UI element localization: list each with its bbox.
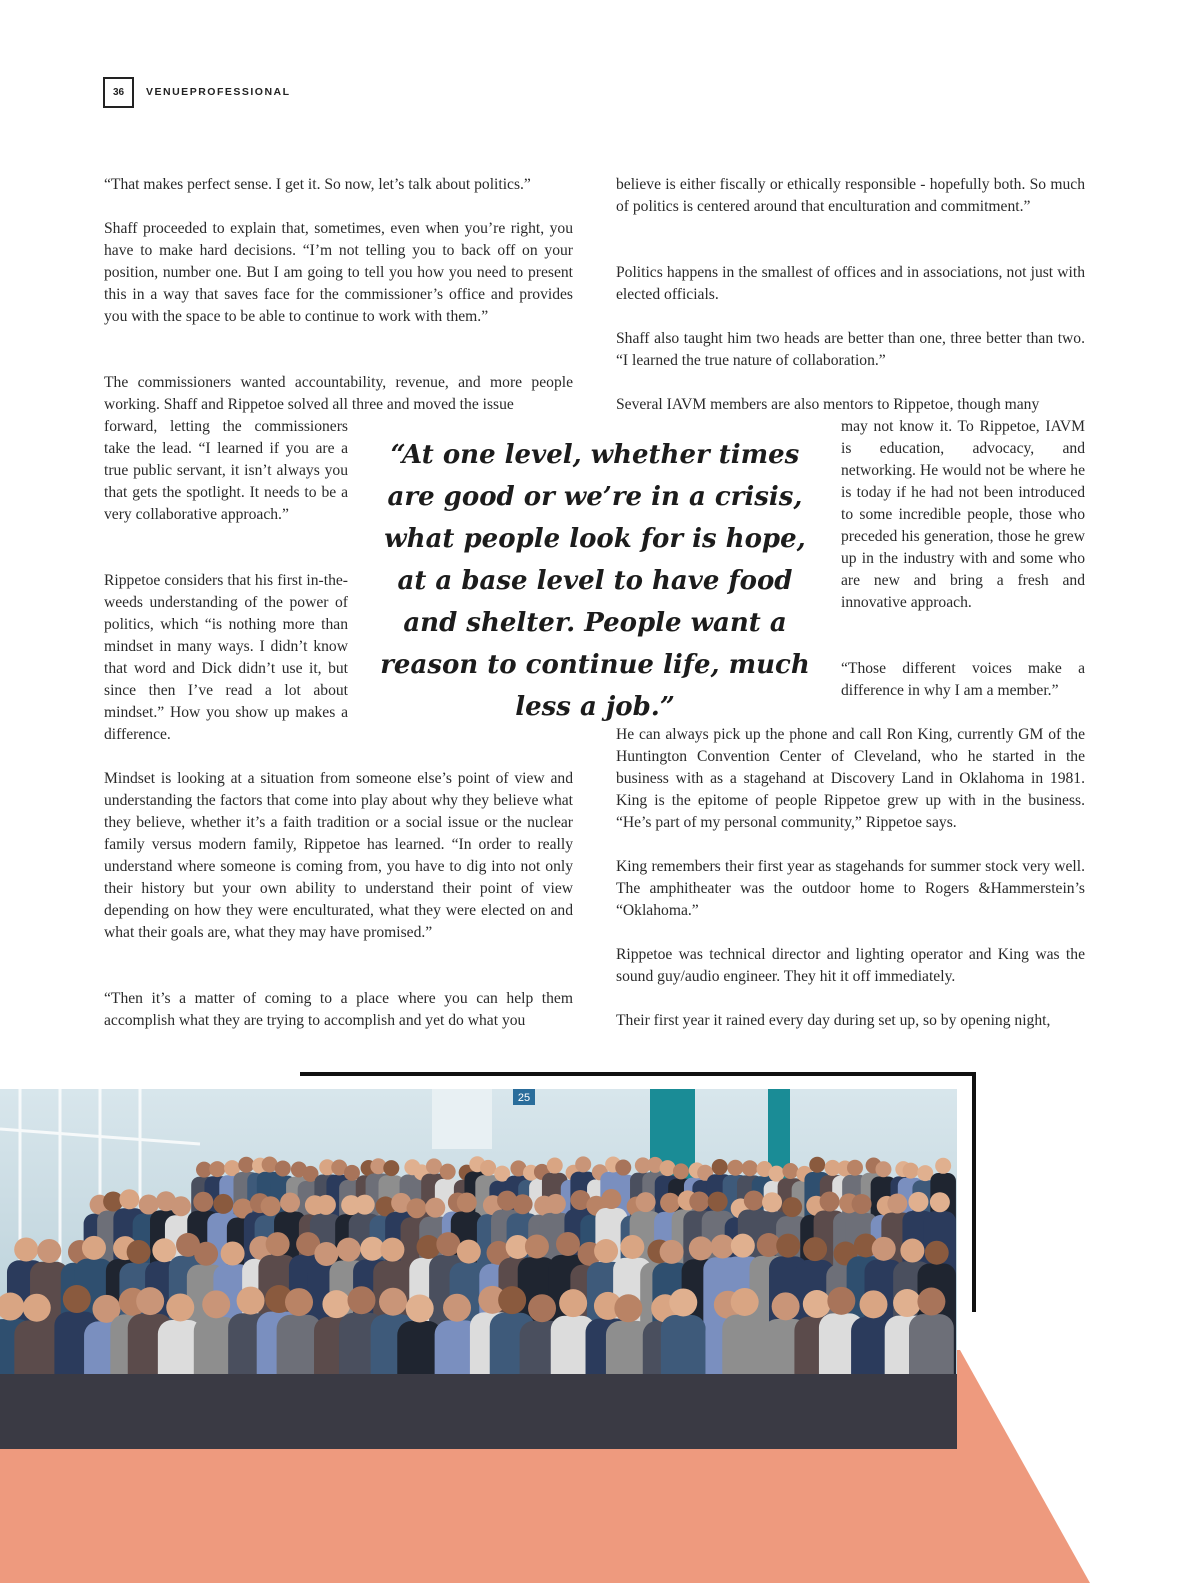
crowd-person-head <box>525 1234 549 1258</box>
page-header <box>103 75 291 109</box>
body-paragraph: The commissioners wanted accountability, revenue, and more people working. Shaff and Rippetoe solved all three and moved the issue <box>104 374 573 413</box>
photo-sign-number: 25 <box>517 1092 531 1104</box>
pull-quote: “At one level, whether times are good or we’re in a crisis, what people look for is hope, at a base level to have food and shelter. People want a reason to continue life, much less a job.” <box>380 440 810 722</box>
crowd-person-head <box>136 1287 164 1315</box>
crowd-person-head <box>379 1288 407 1316</box>
body-paragraph: may not know it. To Rippetoe, IAVM is education, advocacy, and networking. He would not be where he is today if he had not been introduced to some incredible people, those who preceded his generation, those he grew up in the industry with and some who are new and bring a fresh and innovative approach. <box>841 418 1085 611</box>
crowd-person-head <box>660 1240 684 1264</box>
crowd-person-head <box>559 1289 587 1317</box>
body-paragraph: Mindset is looking at a situation from someone else’s point of view and understanding the factors that come into play about why they believe what they believe, whether it’s a faith tradition or a social issue or the nuclear family versus modern family, Rippetoe has learned. “In order to really understand where someone is coming from, you have to dig into not only their history but your own ability to understand their point of view depending on how they were enculturated, what they were elected on and what their goals are, what they may have promised.” <box>104 770 573 941</box>
crowd-person-head <box>903 1163 919 1179</box>
body-paragraph: “That makes perfect sense. I get it. So now, let’s talk about politics.” <box>104 176 531 193</box>
crowd-person-head <box>23 1294 51 1322</box>
body-paragraph: Shaff also taught him two heads are better than one, three better than two. “I learned the true nature of collaboration.” <box>616 330 1085 369</box>
crowd-person-head <box>660 1193 680 1213</box>
crowd-person-head <box>355 1195 375 1215</box>
crowd-person-head <box>209 1161 225 1177</box>
crowd-person-head <box>425 1198 445 1218</box>
crowd-person-head <box>689 1191 709 1211</box>
crowd-person-head <box>917 1288 945 1316</box>
group-photo-illustration <box>0 1089 957 1449</box>
crowd-person-head <box>498 1286 526 1314</box>
crowd-person-head <box>406 1294 434 1322</box>
crowd-person-head <box>547 1158 563 1174</box>
body-paragraph: King remembers their first year as stagehands for summer stock very well. The amphitheater was the outdoor home to Rogers &Hammerstein’s “Oklahoma.” <box>616 858 1085 919</box>
crowd-person-head <box>809 1157 825 1173</box>
crowd-person-head <box>852 1194 872 1214</box>
crowd-person-head <box>689 1236 713 1260</box>
crowd-person-head <box>37 1239 61 1263</box>
crowd-person-head <box>660 1160 676 1176</box>
body-paragraph: believe is either fiscally or ethically responsible - hopefully both. So much of politics is centered around that enculturation and commitment.” <box>616 176 1085 215</box>
crowd-person-head <box>925 1241 949 1265</box>
crowd-person-head <box>594 1239 618 1263</box>
crowd-person-head <box>280 1193 300 1213</box>
body-paragraph: Their first year it rained every day during set up, so by opening night, <box>616 1012 1051 1029</box>
crowd-person-head <box>887 1194 907 1214</box>
group-photo <box>0 1089 957 1449</box>
crowd-person-head <box>712 1159 728 1175</box>
crowd-person-head <box>782 1197 802 1217</box>
crowd-person-head <box>380 1238 404 1262</box>
crowd-person-head <box>221 1241 245 1265</box>
crowd-person-head <box>119 1189 139 1209</box>
crowd-person-head <box>443 1294 471 1322</box>
crowd-person-head <box>859 1290 887 1318</box>
crowd-person-head <box>63 1285 91 1313</box>
crowd-person-head <box>347 1286 375 1314</box>
body-paragraph: Rippetoe considers that his first in-the-weeds understanding of the power of politics, which “is nothing more than mindset in many ways. I didn’t know that word and Dick didn’t use it, but since then I’ve read a lot about mindset.” How you show up makes a difference. <box>104 572 348 743</box>
crowd-person-head <box>457 1240 481 1264</box>
crowd-person-head <box>575 1156 591 1172</box>
crowd-person-head <box>407 1198 427 1218</box>
magazine-title-rest: PROFESSIONAL <box>189 86 291 98</box>
crowd-person-head <box>772 1292 800 1320</box>
crowd-person-head <box>383 1160 399 1176</box>
crowd-person-head <box>636 1192 656 1212</box>
crowd-person-head <box>669 1288 697 1316</box>
page-number: 36 <box>103 77 134 108</box>
body-paragraph: Shaff proceeded to explain that, sometimes, even when you’re right, you have to make hard decisions. “I’m not telling you to back off on your position, number one. But I am going to tell you how you need to present this in a way that saves face for the commissioner’s office and provides you with the space to be able to continue to work with them.” <box>104 220 573 325</box>
crowd-person-head <box>744 1190 764 1210</box>
crowd-person-head <box>900 1239 924 1263</box>
body-paragraph: “Then it’s a matter of coming to a place where you can help them accomplish what they are trying to accomplish and yet do what you <box>104 990 573 1029</box>
crowd-person-head <box>546 1194 566 1214</box>
crowd-person-head <box>480 1160 496 1176</box>
crowd-person-head <box>930 1192 950 1212</box>
crowd-person-head <box>194 1242 218 1266</box>
crowd-person-head <box>152 1238 176 1262</box>
body-paragraph: forward, letting the commissioners take the lead. “I learned if you are a true public servant, it isn’t always you that gets the spotlight. It needs to be a very collaborative approach.” <box>104 418 348 523</box>
crowd-person-head <box>776 1234 800 1258</box>
crowd-person-head <box>314 1242 338 1266</box>
crowd-person-head <box>727 1160 743 1176</box>
crowd-person-head <box>803 1290 831 1318</box>
crowd-person-head <box>908 1192 928 1212</box>
crowd-person-head <box>847 1160 863 1176</box>
magazine-title <box>146 86 291 98</box>
crowd-person-head <box>202 1290 230 1318</box>
crowd-person-head <box>513 1194 533 1214</box>
magazine-title-bold: VENUE <box>146 86 190 98</box>
crowd-person-head <box>457 1193 477 1213</box>
crowd-person-head <box>620 1235 644 1259</box>
body-paragraph: Politics happens in the smallest of offices and in associations, not just with elected officials. <box>616 264 1085 303</box>
crowd-person-head <box>426 1158 442 1174</box>
crowd-person-head <box>213 1194 233 1214</box>
crowd-person-head <box>673 1163 689 1179</box>
crowd-person-head <box>731 1288 759 1316</box>
crowd-person-head <box>742 1160 758 1176</box>
crowd-person-head <box>82 1236 106 1260</box>
crowd-person-head <box>261 1196 281 1216</box>
crowd-person-head <box>322 1290 350 1318</box>
crowd-person-head <box>708 1192 728 1212</box>
crowd-person-head <box>615 1160 631 1176</box>
body-paragraph: He can always pick up the phone and call Ron King, currently GM of the Huntington Convention Center of Cleveland, who he started in the business with as a stagehand at Discovery Land in Oklahoma in 1981. King is the epitome of people Rippetoe grew up with in the business. “He’s part of my personal community,” Rippetoe says. <box>616 726 1085 831</box>
crowd-person-head <box>237 1287 265 1315</box>
crowd-person-head <box>556 1232 580 1256</box>
body-paragraph: Several IAVM members are also mentors to Rippetoe, though many <box>616 396 1040 413</box>
crowd-person-head <box>436 1232 460 1256</box>
body-paragraph: Rippetoe was technical director and lighting operator and King was the sound guy/audio engineer. They hit it off immediately. <box>616 946 1085 985</box>
crowd-person-head <box>872 1237 896 1261</box>
crowd-person-head <box>893 1289 921 1317</box>
crowd-person-head <box>14 1237 38 1261</box>
crowd-person-head <box>782 1163 798 1179</box>
crowd-person-head <box>820 1192 840 1212</box>
crowd-person-head <box>171 1196 191 1216</box>
crowd-person-head <box>935 1158 951 1174</box>
crowd-person-head <box>803 1237 827 1261</box>
crowd-person-head <box>166 1293 194 1321</box>
crowd-person-head <box>337 1238 361 1262</box>
crowd-person-head <box>316 1195 336 1215</box>
crowd-person-head <box>614 1294 642 1322</box>
crowd-person-head <box>528 1294 556 1322</box>
crowd-person-head <box>275 1160 291 1176</box>
body-paragraph: “Those different voices make a difference in why I am a member.” <box>841 660 1085 699</box>
crowd-person-head <box>601 1189 621 1209</box>
crowd-person-head <box>238 1157 254 1173</box>
crowd-person-head <box>193 1192 213 1212</box>
crowd-person-head <box>440 1164 456 1180</box>
crowd-person-head <box>285 1288 313 1316</box>
crowd-person-head <box>731 1234 755 1258</box>
crowd-person-head <box>266 1232 290 1256</box>
crowd-person-head <box>827 1287 855 1315</box>
crowd-person-head <box>875 1161 891 1177</box>
crowd-person-head <box>762 1192 782 1212</box>
crowd-person-head <box>127 1240 151 1264</box>
